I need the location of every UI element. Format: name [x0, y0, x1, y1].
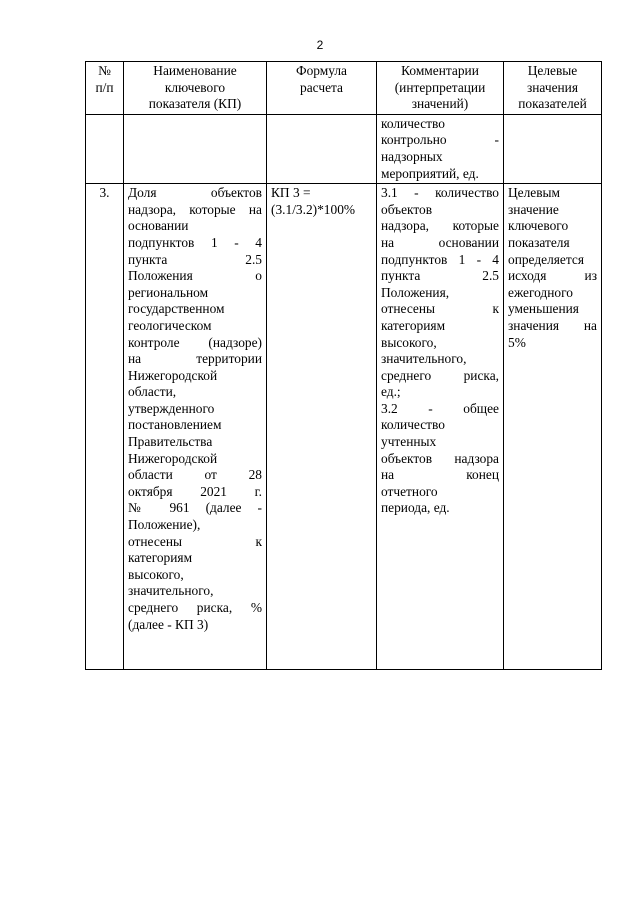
cell-text-line: Наименование [153, 63, 237, 78]
cell-text-line: учтенных [381, 434, 437, 450]
cell-formula [267, 184, 377, 670]
cell-text-line: периода, ед. [381, 500, 450, 516]
cell-text-line: Формула [296, 63, 347, 78]
cell-text-line: 3.1 - количество [381, 185, 499, 201]
table-row-continued [86, 114, 602, 183]
cell-text-line: высокого, [381, 334, 437, 350]
cell-text-line: постановлением [128, 417, 222, 433]
cell-text-line: государственном [128, 301, 225, 317]
page-number: 2 [316, 38, 324, 52]
cell-text-line: показателя (КП) [148, 96, 242, 112]
cell-text-line: мероприятий, ед. [381, 165, 479, 181]
cell-text-line: высокого, [128, 566, 184, 582]
cell-comment [377, 184, 504, 670]
table-header-row [86, 62, 602, 115]
cell-text-line: Нижегородской [128, 367, 218, 383]
cell-text-line: геологическом [128, 317, 212, 333]
cell-text-line: показателя [508, 234, 570, 250]
cell-text-line: на конец [381, 467, 499, 483]
cell-text-line: п/п [95, 79, 114, 95]
cell-text-line: значения на [508, 317, 597, 333]
cell-text-line: Нижегородской [128, 450, 218, 466]
cell-text-line: надзора, которые на [128, 201, 262, 217]
cell-target [504, 114, 602, 183]
table-row-3 [86, 184, 602, 670]
cell-text-line: ключевого [164, 79, 226, 95]
cell-text-line: на основании [381, 234, 499, 250]
cell-text-line: области от 28 [128, 467, 262, 483]
cell-text-line: значение [508, 201, 559, 217]
cell-text-line: объектов [381, 201, 433, 217]
cell-text-line: утвержденного [128, 400, 215, 416]
cell-text-line: контрольно - [381, 132, 499, 148]
cell-number: 3. [86, 184, 124, 670]
cell-text-line: контроле (надзоре) [128, 334, 262, 350]
header-number [86, 62, 124, 115]
cell-text-line: ед.; [381, 384, 401, 400]
header-target-values [504, 62, 602, 115]
cell-text-line: надзорных [381, 148, 443, 164]
cell-text-line: 5% [508, 334, 526, 350]
cell-text-line: объектов надзора [381, 450, 499, 466]
cell-text-line: надзора, которые [381, 218, 499, 234]
cell-text-line: основании [128, 218, 189, 234]
cell-text-line: количество [381, 417, 445, 433]
cell-text-line: исходя из [508, 268, 597, 284]
cell-target [504, 184, 602, 670]
cell-text-line: октября 2021 г. [128, 483, 262, 499]
cell-text-line: № 961 (далее - [128, 500, 262, 516]
cell-text-line: ключевого [508, 218, 569, 234]
cell-text-line: (далее - КП 3) [128, 616, 209, 632]
cell-text-line: Правительства [128, 434, 213, 450]
cell-text-line: пункта 2.5 [381, 268, 499, 284]
cell-text-line: 3.2 - общее [381, 400, 499, 416]
cell-text-line: (3.1/3.2)*100% [271, 201, 356, 217]
cell-text-line: (интерпретации [394, 79, 486, 95]
cell-text-line: региональном [128, 284, 209, 300]
cell-text-line: области, [128, 384, 177, 400]
cell-text-line: категориям [128, 550, 193, 566]
cell-text-line: среднего риска, % [128, 600, 262, 615]
cell-text-line: количество [381, 115, 445, 131]
cell-text-line: Комментарии [401, 63, 479, 78]
cell-text-line: значения [526, 79, 579, 95]
cell-text-line: подпунктов 1 - 4 [128, 234, 262, 250]
cell-text-line: Доля объектов [128, 185, 262, 201]
header-comments [377, 62, 504, 115]
cell-text-line: категориям [381, 317, 446, 333]
cell-text-line: отнесены к [381, 301, 499, 317]
cell-text-line: показателей [518, 96, 587, 112]
cell-text-line: Целевые [527, 63, 578, 78]
cell-name [124, 184, 267, 670]
cell-text-line: уменьшения [508, 301, 579, 317]
key-indicators-table [85, 61, 602, 670]
header-indicator-name [124, 62, 267, 115]
cell-text-line: отнесены к [128, 533, 262, 549]
cell-text-line: на территории [128, 351, 262, 367]
cell-text-line: пункта 2.5 [128, 251, 262, 267]
cell-text-line: Положение), [128, 517, 201, 533]
cell-text-line: Положения о [128, 268, 262, 284]
cell-name [124, 114, 267, 183]
cell-text-line: № [98, 63, 111, 78]
cell-text-line: КП 3 = [271, 185, 311, 201]
cell-text-line: значительного, [128, 583, 214, 599]
cell-text-line: подпунктов 1 - 4 [381, 251, 499, 267]
cell-text-line: расчета [300, 79, 343, 95]
cell-text-line: Целевым [508, 185, 561, 201]
cell-text-line: среднего риска, [381, 367, 499, 383]
cell-comment [377, 114, 504, 183]
header-formula [267, 62, 377, 115]
cell-number [86, 114, 124, 183]
cell-text-line: определяется [508, 251, 584, 267]
cell-formula [267, 114, 377, 183]
cell-text-line: Положения, [381, 284, 450, 300]
cell-text-line: значительного, [381, 351, 467, 367]
cell-text-line: значений) [411, 96, 469, 112]
cell-text-line: ежегодного [508, 284, 573, 300]
cell-text-line: отчетного [381, 483, 438, 499]
